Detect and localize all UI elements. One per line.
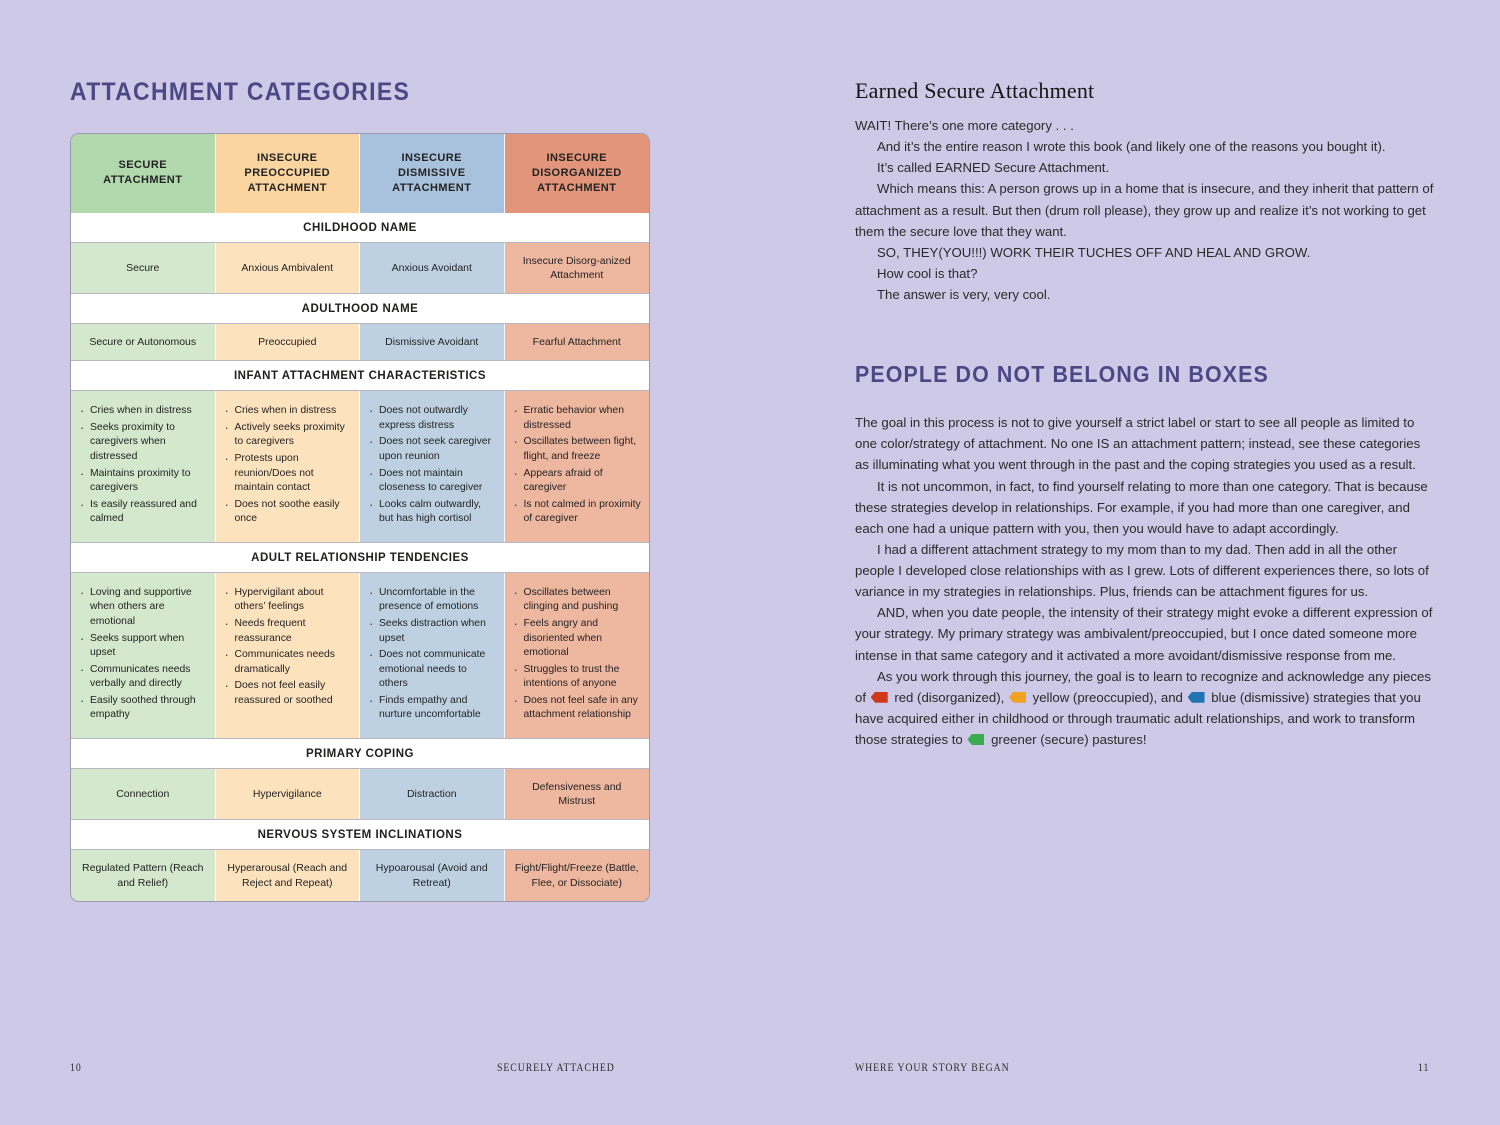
bullet-item: · Does not seek caregiver upon reunion xyxy=(366,435,496,464)
cell-nervous-secure: Regulated Pattern (Reach and Relief) xyxy=(71,850,216,901)
section-label-primary-coping: PRIMARY COPING xyxy=(71,738,649,769)
cell-infant-preoccupied xyxy=(216,391,361,542)
attachment-categories-table xyxy=(70,133,650,902)
table-row-infant-characteristics xyxy=(71,391,649,542)
bullet-list xyxy=(77,404,207,529)
bullet-item: · Cries when in distress xyxy=(77,404,207,419)
section-label-adulthood-name: ADULTHOOD NAME xyxy=(71,293,649,324)
bullet-list xyxy=(366,586,496,725)
bullet-item: · Does not feel easily reassured or soothed xyxy=(222,679,352,708)
cell-coping-disorganized: Defensiveness and Mistrust xyxy=(505,769,650,820)
cell-infant-disorganized xyxy=(505,391,650,542)
bullet-item: · Seeks distraction when upset xyxy=(366,617,496,646)
page-footer xyxy=(0,1062,1500,1092)
bullet-item: · Does not maintain closeness to caregiver xyxy=(366,467,496,496)
cell-adult-secure xyxy=(71,573,216,738)
paragraph-when-you-date: AND, when you date people, the intensity of their strategy might evoke a different expression of your strategy. My primary strategy was ambivalent/preoccupied, but I once dated someone more intense in that same category and it activated a more avoidant/dismissive response from me. xyxy=(855,605,1433,663)
cell-nervous-disorganized: Fight/Flight/Freeze (Battle, Flee, or Dissociate) xyxy=(505,850,650,901)
bullet-item: · Oscillates between fight, flight, and freeze xyxy=(511,435,642,464)
bullet-item: · Erratic behavior when distressed xyxy=(511,404,642,433)
bullet-item: · Seeks support when upset xyxy=(77,632,207,661)
yellow-swatch-icon xyxy=(1009,692,1026,703)
legend-text-blue: blue (dismissive) strategies that you have acquired either in childhood or through traumatic adult relationships, and work to transform those strategies to xyxy=(855,689,1421,747)
paragraph-the-goal: The goal in this process is not to give yourself a strict label or start to see all people as limited to one color/strategy of attachment. No one IS an attachment pattern; instead, see these categories as illuminating what you went through in the past and the coping strategies you used as a result. xyxy=(855,415,1421,473)
paragraph-the-answer: The answer is very, very cool. xyxy=(877,287,1051,302)
bullet-item: · Feels angry and disoriented when emotional xyxy=(511,617,642,661)
section-label-adult-tendencies: ADULT RELATIONSHIP TENDENCIES xyxy=(71,542,649,573)
cell-childhood-preoccupied: Anxious Ambivalent xyxy=(216,243,361,294)
cell-childhood-disorganized: Insecure Disorg-anized Attachment xyxy=(505,243,650,294)
bullet-item: · Communicates needs verbally and directly xyxy=(77,663,207,692)
page-number-right: 11 xyxy=(1418,1062,1430,1074)
cell-nervous-preoccupied: Hyperarousal (Reach and Reject and Repeat) xyxy=(216,850,361,901)
bullet-item: · Actively seeks proximity to caregivers xyxy=(222,421,352,450)
cell-coping-preoccupied: Hypervigilance xyxy=(216,769,361,820)
bullet-list xyxy=(366,404,496,529)
table-row-adult-tendencies xyxy=(71,573,649,738)
bullet-item: · Needs frequent reassurance xyxy=(222,617,352,646)
bullet-item: · Easily soothed through empathy xyxy=(77,694,207,723)
cell-nervous-dismissive: Hypoarousal (Avoid and Retreat) xyxy=(360,850,505,901)
bullet-item: · Is not calmed in proximity of caregiver xyxy=(511,498,642,527)
bullet-list xyxy=(222,586,352,711)
paragraph-not-uncommon: It is not uncommon, in fact, to find yourself relating to more than one category. That is because these strategies develop in relationships. For example, if you had more than one caregiver, and each one had a unique pattern with you, then you would have to adapt accordingly. xyxy=(855,478,1428,536)
left-page xyxy=(70,78,650,902)
bullet-item: · Oscillates between clinging and pushing xyxy=(511,586,642,615)
bullet-list xyxy=(77,586,207,725)
bullet-item: · Does not soothe easily once xyxy=(222,498,352,527)
green-swatch-icon xyxy=(967,734,984,745)
cell-coping-secure: Connection xyxy=(71,769,216,820)
blue-swatch-icon xyxy=(1188,692,1205,703)
bullet-item: · Does not communicate emotional needs to others xyxy=(366,648,496,692)
paragraph-wait: WAIT! There’s one more category . . . xyxy=(855,118,1074,133)
page-title: ATTACHMENT CATEGORIES xyxy=(70,78,411,106)
cell-adult-preoccupied xyxy=(216,573,361,738)
legend-text-yellow: yellow (preoccupied), and xyxy=(1028,689,1187,705)
running-title-right: WHERE YOUR STORY BEGAN xyxy=(855,1062,1010,1074)
legend-text-red: red (disorganized), xyxy=(890,689,1008,705)
bullet-item: · Protests upon reunion/Does not maintain contact xyxy=(222,452,352,496)
heading-people-do-not-belong-in-boxes: PEOPLE DO NOT BELONG IN BOXES xyxy=(855,361,1269,388)
table-row-childhood-name xyxy=(71,243,649,294)
bullet-item: · Loving and supportive when others are emotional xyxy=(77,586,207,630)
column-header-secure: SECURE ATTACHMENT xyxy=(71,134,216,213)
section-label-nervous-system: NERVOUS SYSTEM INCLINATIONS xyxy=(71,819,649,850)
bullet-item: · Does not outwardly express distress xyxy=(366,404,496,433)
legend-text-green: greener (secure) pastures! xyxy=(987,732,1147,747)
paragraph-how-cool: How cool is that? xyxy=(877,265,978,281)
page-number-left: 10 xyxy=(70,1062,82,1074)
bullet-item: · Seeks proximity to caregivers when distressed xyxy=(77,421,207,465)
bullet-item: · Hypervigilant about others’ feelings xyxy=(222,586,352,615)
legend-text-intro: As you work through this journey, the goal is to learn to recognize and acknowledge any pieces of xyxy=(855,668,1431,705)
running-title-left: SECURELY ATTACHED xyxy=(497,1062,615,1074)
red-swatch-icon xyxy=(871,692,888,703)
paragraph-different-strategy: I had a different attachment strategy to my mom than to my dad. Then add in all the other people I developed close relationships with as I grew. Lots of different experiences there, so lots of variance in my strategies in relationships. Plus, friends can be attachment figures for us. xyxy=(855,541,1429,600)
bullet-item: · Cries when in distress xyxy=(222,404,352,419)
bullet-item: · Communicates needs dramatically xyxy=(222,648,352,677)
bullet-item: · Appears afraid of caregiver xyxy=(511,467,642,496)
bullet-item: · Finds empathy and nurture uncomfortable xyxy=(366,694,496,723)
paragraph-so-they: SO, THEY(YOU!!!) WORK THEIR TUCHES OFF AND HEAL AND GROW. xyxy=(877,244,1311,260)
bullet-item: · Uncomfortable in the presence of emotions xyxy=(366,586,496,615)
column-header-preoccupied: INSECURE PREOCCUPIED ATTACHMENT xyxy=(216,134,361,213)
cell-adult-disorganized xyxy=(505,573,650,738)
bullet-item: · Struggles to trust the intentions of anyone xyxy=(511,663,642,692)
right-page xyxy=(855,78,1435,750)
column-header-disorganized: INSECURE DISORGANIZED ATTACHMENT xyxy=(505,134,650,213)
section-label-infant-characteristics: INFANT ATTACHMENT CHARACTERISTICS xyxy=(71,360,649,391)
bullet-list xyxy=(511,404,642,529)
cell-adulthood-dismissive: Dismissive Avoidant xyxy=(360,324,505,360)
cell-childhood-dismissive: Anxious Avoidant xyxy=(360,243,505,294)
cell-childhood-secure: Secure xyxy=(71,243,216,294)
cell-adulthood-preoccupied: Preoccupied xyxy=(216,324,361,360)
table-row-adulthood-name xyxy=(71,324,649,360)
bullet-list xyxy=(511,586,642,725)
cell-infant-secure xyxy=(71,391,216,542)
column-header-dismissive: INSECURE DISMISSIVE ATTACHMENT xyxy=(360,134,505,213)
cell-adulthood-disorganized: Fearful Attachment xyxy=(505,324,650,360)
bullet-list xyxy=(222,404,352,529)
paragraph-which-means: Which means this: A person grows up in a home that is insecure, and they inherit that pattern of attachment as a result. But then (drum roll please), they grow up and realize it’s not working to get them the secure love that they want. xyxy=(855,181,1434,239)
table-row-nervous-system xyxy=(71,850,649,901)
cell-adult-dismissive xyxy=(360,573,505,738)
table-header-row xyxy=(71,134,649,213)
section-label-childhood-name: CHILDHOOD NAME xyxy=(71,213,649,243)
heading-earned-secure-attachment: Earned Secure Attachment xyxy=(855,78,1095,103)
cell-coping-dismissive: Distraction xyxy=(360,769,505,820)
cell-adulthood-secure: Secure or Autonomous xyxy=(71,324,216,360)
bullet-item: · Is easily reassured and calmed xyxy=(77,498,207,527)
paragraph-called-earned: It’s called EARNED Secure Attachment. xyxy=(877,160,1110,176)
bullet-item: · Does not feel safe in any attachment relationship xyxy=(511,694,642,723)
paragraph-colors-legend xyxy=(855,666,1435,751)
bullet-item: · Looks calm outwardly, but has high cortisol xyxy=(366,498,496,527)
cell-infant-dismissive xyxy=(360,391,505,542)
table-row-primary-coping xyxy=(71,769,649,820)
bullet-item: · Maintains proximity to caregivers xyxy=(77,467,207,496)
paragraph-reason: And it’s the entire reason I wrote this book (and likely one of the reasons you bought it). xyxy=(877,139,1386,155)
